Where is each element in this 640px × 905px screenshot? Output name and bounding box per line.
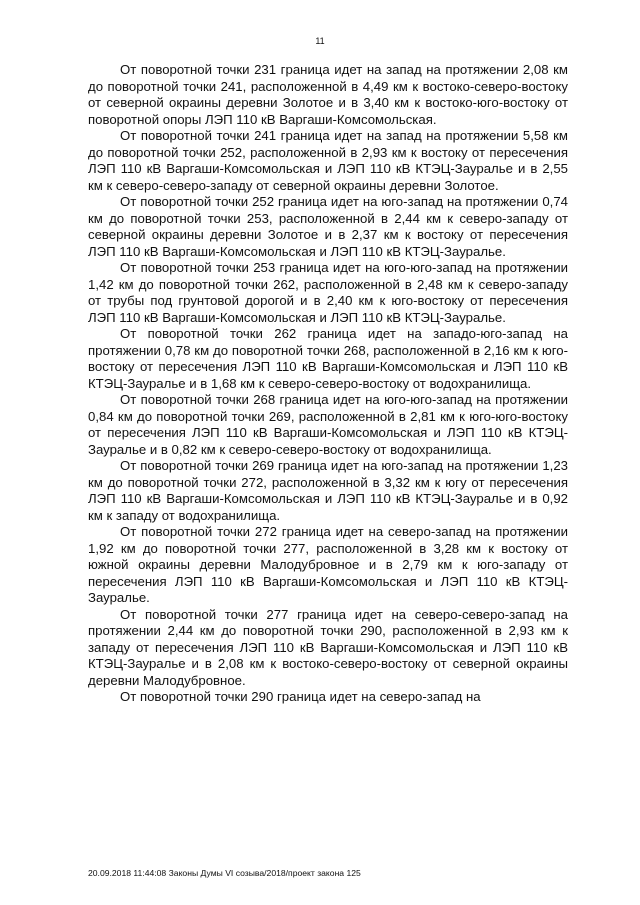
paragraph: От поворотной точки 253 граница идет на юго-юго-запад на протяжении 1,42 км до поворотной точки 262, расположенной в 2,48 км к северо-западу от трубы под грунтовой дорогой и в 2,40 км к юго-востоку от пересечения ЛЭП 110 кВ Варгаши-Комсомольская и ЛЭП 110 кВ КТЭЦ-Зауралье.: [88, 260, 568, 325]
paragraph: От поворотной точки 252 граница идет на юго-запад на протяжении 0,74 км до поворотной точки 253, расположенной в 2,44 км к северо-западу от северной окраины деревни Золотое и в 2,37 км к востоку от пересечения ЛЭП 110 кВ Варгаши-Комсомольская и ЛЭП 110 кВ КТЭЦ-Зауралье.: [88, 194, 568, 259]
page-footer: 20.09.2018 11:44:08 Законы Думы VI созыва/2018/проект закона 125: [88, 868, 361, 878]
paragraph: От поворотной точки 268 граница идет на юго-юго-запад на протяжении 0,84 км до поворотной точки 269, расположенной в 2,81 км к юго-юго-востоку от пересечения ЛЭП 110 кВ Варгаши-Комсомольская и ЛЭП 110 кВ КТЭЦ-Зауралье и в 0,82 км к северо-северо-востоку от водохранилища.: [88, 392, 568, 457]
paragraph: От поворотной точки 241 граница идет на запад на протяжении 5,58 км до поворотной точки 252, расположенной в 2,93 км к востоку от пересечения ЛЭП 110 кВ Варгаши-Комсомольская и ЛЭП 110 кВ КТЭЦ-Зауралье и в 2,55 км к северо-северо-западу от северной окраины деревни Золотое.: [88, 128, 568, 193]
paragraph: От поворотной точки 262 граница идет на западо-юго-запад на протяжении 0,78 км до поворотной точки 268, расположенной в 2,16 км к юго-востоку от пересечения ЛЭП 110 кВ Варгаши-Комсомольская и ЛЭП 110 кВ КТЭЦ-Зауралье и в 1,68 км к северо-северо-востоку от водохранилища.: [88, 326, 568, 391]
document-body: [88, 62, 568, 706]
paragraph: От поворотной точки 272 граница идет на северо-запад на протяжении 1,92 км до поворотной точки 277, расположенной в 3,28 км к востоку от южной окраины деревни Малодубровное и в 2,79 км к юго-западу от пересечения ЛЭП 110 кВ Варгаши-Комсомольская и ЛЭП 110 кВ КТЭЦ-Зауралье.: [88, 524, 568, 605]
paragraph: От поворотной точки 290 граница идет на северо-запад на: [120, 689, 481, 704]
paragraph: От поворотной точки 231 граница идет на запад на протяжении 2,08 км до поворотной точки 241, расположенной в 4,49 км к востоко-северо-востоку от северной окраины деревни Золотое и в 3,40 км к востоко-юго-востоку от поворотной опоры ЛЭП 110 кВ Варгаши-Комсомольская.: [88, 62, 568, 127]
page-number: 11: [315, 36, 325, 46]
paragraph: От поворотной точки 277 граница идет на северо-северо-запад на протяжении 2,44 км до поворотной точки 290, расположенной в 2,93 км к западу от пересечения ЛЭП 110 кВ Варгаши-Комсомольская и ЛЭП 110 кВ КТЭЦ-Зауралье и в 2,08 км к востоко-северо-востоку от северной окраины деревни Малодубровное.: [88, 606, 568, 688]
paragraph: От поворотной точки 269 граница идет на юго-запад на протяжении 1,23 км до поворотной точки 272, расположенной в 3,32 км к югу от пересечения ЛЭП 110 кВ Варгаши-Комсомольская и ЛЭП 110 кВ КТЭЦ-Зауралье и в 0,92 км к западу от водохранилища.: [88, 458, 568, 523]
